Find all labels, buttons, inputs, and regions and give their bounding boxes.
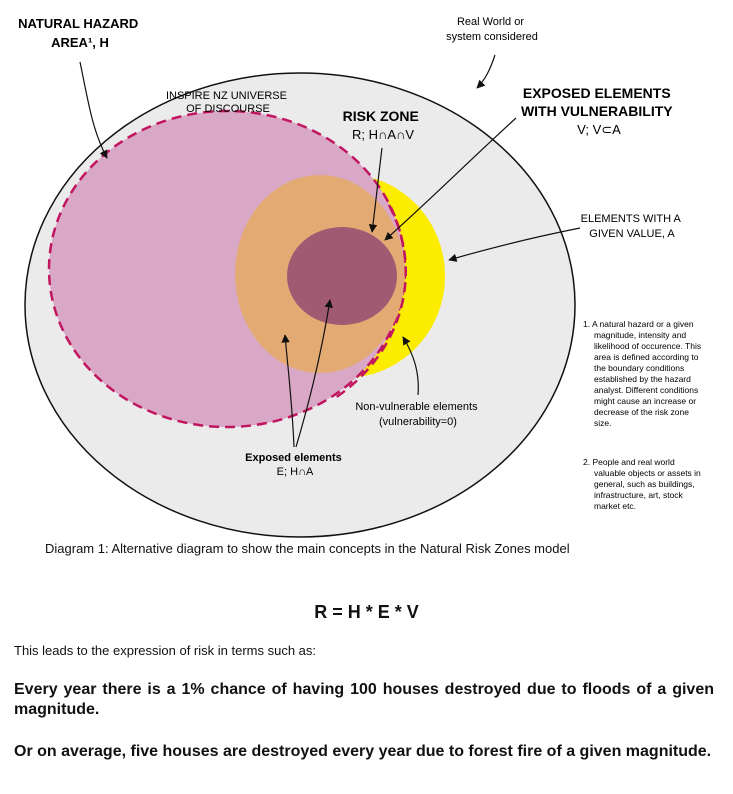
svg-text:NATURAL HAZARD AREA¹, H [18, 16, 142, 50]
risk-formula: R = H * E * V [314, 602, 419, 622]
exposed-line2: E; H∩A [276, 466, 314, 478]
risk-statement-1: Every year there is a 1% chance of having 100 houses destroyed due to floods of a given magnitude. [14, 681, 714, 718]
non-vulnerable-line1: Non-vulnerable elements [355, 401, 478, 413]
svg-text:ELEMENTS WITH A GIVEN VALU [581, 213, 684, 240]
risk-zone-title: RISK ZONE [342, 108, 419, 124]
svg-text:EXPOSED ELEMENTS WITH VULN [521, 85, 677, 137]
inspire-line1: INSPIRE NZ UNIVERSE [165, 90, 287, 102]
lead-text: This leads to the expression of risk in terms such as: [14, 643, 317, 658]
hazard-title-line2: AREA¹, H [51, 35, 109, 50]
diagram-caption: Diagram 1: Alternative diagram to show the main concepts in the Natural Risk Zones model [45, 541, 570, 556]
inspire-line2: OF DISCOURSE [186, 103, 270, 115]
exposed-vuln-line1: EXPOSED ELEMENTS [522, 85, 671, 101]
risk-statement-2: Or on average, five houses are destroyed every year due to forest fire of a given magnitude. [14, 743, 712, 760]
exposed-line1: Exposed elements [245, 452, 342, 464]
risk-zone-circle [287, 227, 397, 325]
real-world-line1: Real World or [456, 16, 524, 28]
given-value-line1: ELEMENTS WITH A [580, 213, 681, 225]
real-world-line2: system considered [446, 31, 538, 43]
risk-zone-formula: R; H∩A∩V [351, 127, 415, 142]
exposed-vuln-line3: V; V⊂A [577, 122, 621, 137]
svg-text:Real World or system consi [446, 16, 538, 43]
note-2: 2. People and real world valuable objects or assets in general, such as buildings, infrastructure, art, stock market etc. [583, 457, 701, 511]
exposed-vuln-line2: WITH VULNERABILITY [520, 103, 673, 119]
non-vulnerable-line2: (vulnerability=0) [379, 416, 457, 428]
given-value-line2: GIVEN VALUE, A [589, 228, 675, 240]
note-1: 1. A natural hazard or a given magnitude, intensity and likelihood of occurence. This area is defined according to the boundary conditions established by the hazard analyst. Different conditions might cause an increase or decrease of the risk zone size. [583, 319, 702, 428]
hazard-title-line1: NATURAL HAZARD [18, 16, 139, 31]
arrow-real-world [477, 55, 495, 88]
